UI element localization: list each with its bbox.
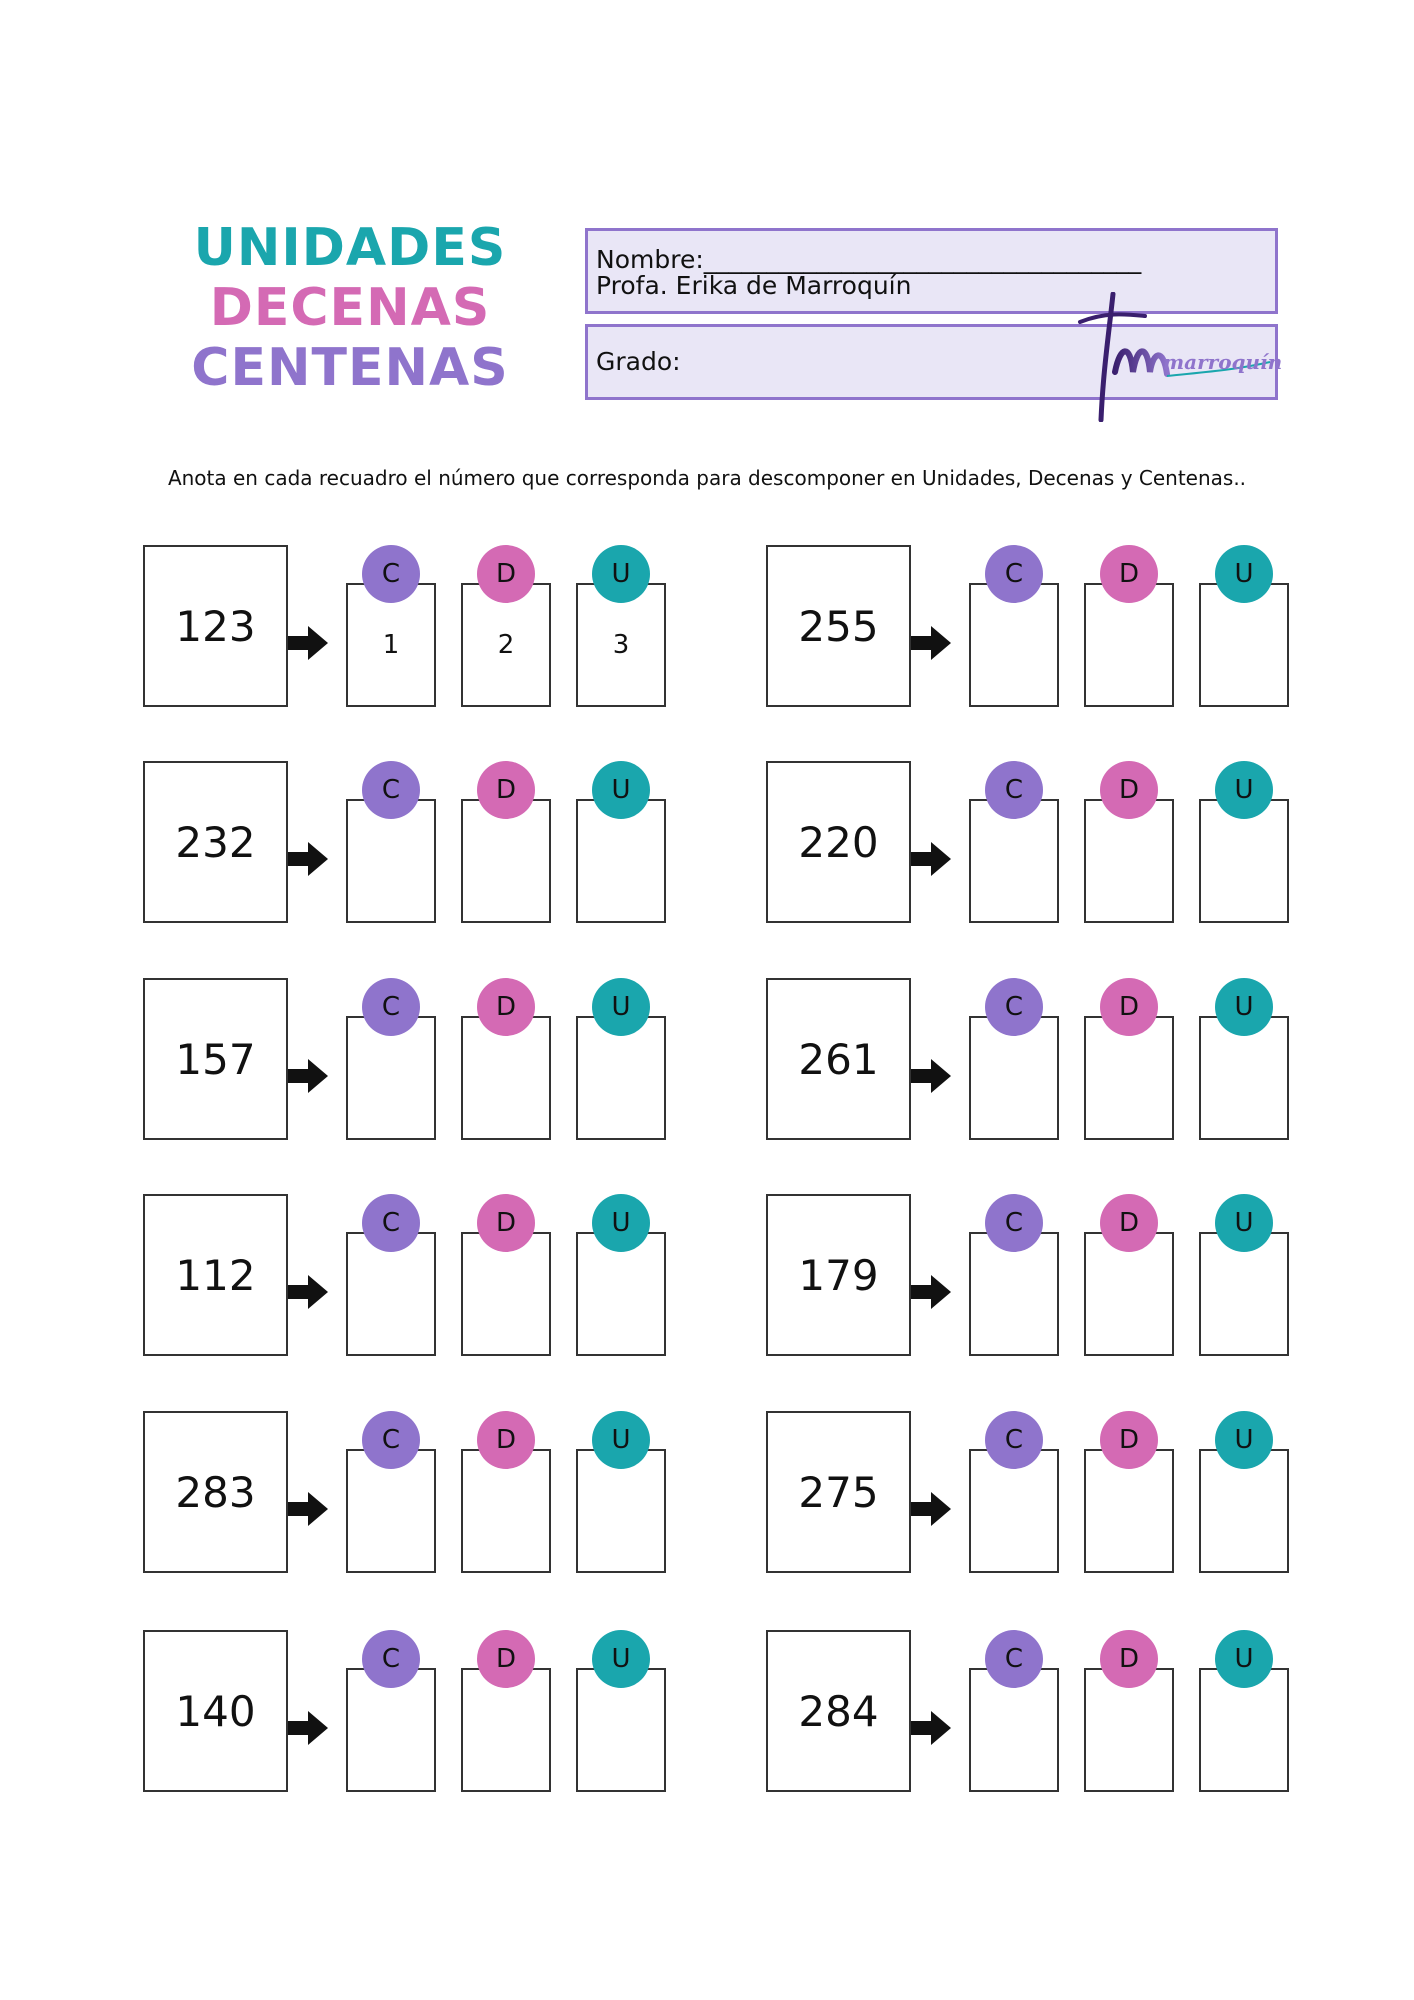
title-decenas: DECENAS [209,278,491,338]
place-badge-d: D [477,761,535,819]
place-badge-u: U [1215,1630,1273,1688]
exercise-block [766,1411,1306,1581]
place-badge-d: D [1100,761,1158,819]
grade-label: Grado: [596,347,681,376]
exercise-block [143,1194,683,1364]
place-badge-d: D [1100,1630,1158,1688]
place-badge-c: C [985,978,1043,1036]
place-badge-d: D [477,1630,535,1688]
exercise-block [143,978,683,1148]
place-badge-u: U [592,545,650,603]
exercise-block [143,761,683,931]
place-badge-u: U [592,1411,650,1469]
arrow-right-icon [909,1708,953,1748]
exercise-block [143,1411,683,1581]
place-badge-c: C [362,1194,420,1252]
arrow-right-icon [909,623,953,663]
arrow-right-icon [286,1708,330,1748]
answer-box-d[interactable]: 2 [461,583,551,707]
exercise-block [766,978,1306,1148]
teacher-name: Profa. Erika de Marroquín [596,271,912,300]
number-box: 157 [143,978,288,1140]
number-box: 284 [766,1630,911,1792]
place-badge-c: C [985,1194,1043,1252]
number-box: 140 [143,1630,288,1792]
place-badge-d: D [477,1194,535,1252]
number-box: 283 [143,1411,288,1573]
place-badge-c: C [985,761,1043,819]
place-badge-u: U [1215,761,1273,819]
place-badge-c: C [985,545,1043,603]
instructions: Anota en cada recuadro el número que corresponda para descomponer en Unidades, Decenas y Centenas.. [167,466,1247,490]
place-badge-d: D [477,978,535,1036]
arrow-right-icon [286,839,330,879]
arrow-right-icon [909,839,953,879]
arrow-right-icon [286,1489,330,1529]
exercise-block [766,545,1306,715]
title-unidades: UNIDADES [193,218,507,278]
arrow-right-icon [909,1489,953,1529]
place-badge-c: C [362,761,420,819]
number-box: 112 [143,1194,288,1356]
answer-box-c[interactable]: 1 [346,583,436,707]
exercise-block [143,1630,683,1800]
arrow-right-icon [286,1056,330,1096]
place-badge-c: C [362,1630,420,1688]
title-centenas: CENTENAS [191,338,509,398]
place-badge-c: C [362,545,420,603]
place-badge-d: D [1100,1194,1158,1252]
exercise-block [143,545,683,715]
name-line: Nombre:___________________________________ [596,245,1142,274]
number-box: 261 [766,978,911,1140]
place-badge-d: D [1100,978,1158,1036]
number-box: 123 [143,545,288,707]
place-badge-u: U [592,978,650,1036]
place-badge-u: U [1215,1411,1273,1469]
exercise-block [766,761,1306,931]
place-badge-u: U [592,1630,650,1688]
arrow-right-icon [909,1272,953,1312]
tm-logo [1075,292,1283,422]
worksheet-title [170,218,530,402]
place-badge-d: D [477,1411,535,1469]
exercise-block [766,1630,1306,1800]
place-badge-c: C [985,1630,1043,1688]
answer-box-u[interactable]: 3 [576,583,666,707]
place-badge-d: D [1100,545,1158,603]
number-box: 220 [766,761,911,923]
place-badge-d: D [1100,1411,1158,1469]
place-badge-c: C [362,978,420,1036]
arrow-right-icon [286,1272,330,1312]
number-box: 179 [766,1194,911,1356]
number-box: 232 [143,761,288,923]
place-badge-u: U [1215,545,1273,603]
number-box: 255 [766,545,911,707]
exercise-block [766,1194,1306,1364]
logo-text: marroquín [1163,350,1283,374]
place-badge-c: C [362,1411,420,1469]
place-badge-d: D [477,545,535,603]
place-badge-u: U [1215,978,1273,1036]
arrow-right-icon [909,1056,953,1096]
arrow-right-icon [286,623,330,663]
number-box: 275 [766,1411,911,1573]
place-badge-c: C [985,1411,1043,1469]
place-badge-u: U [592,761,650,819]
place-badge-u: U [592,1194,650,1252]
place-badge-u: U [1215,1194,1273,1252]
